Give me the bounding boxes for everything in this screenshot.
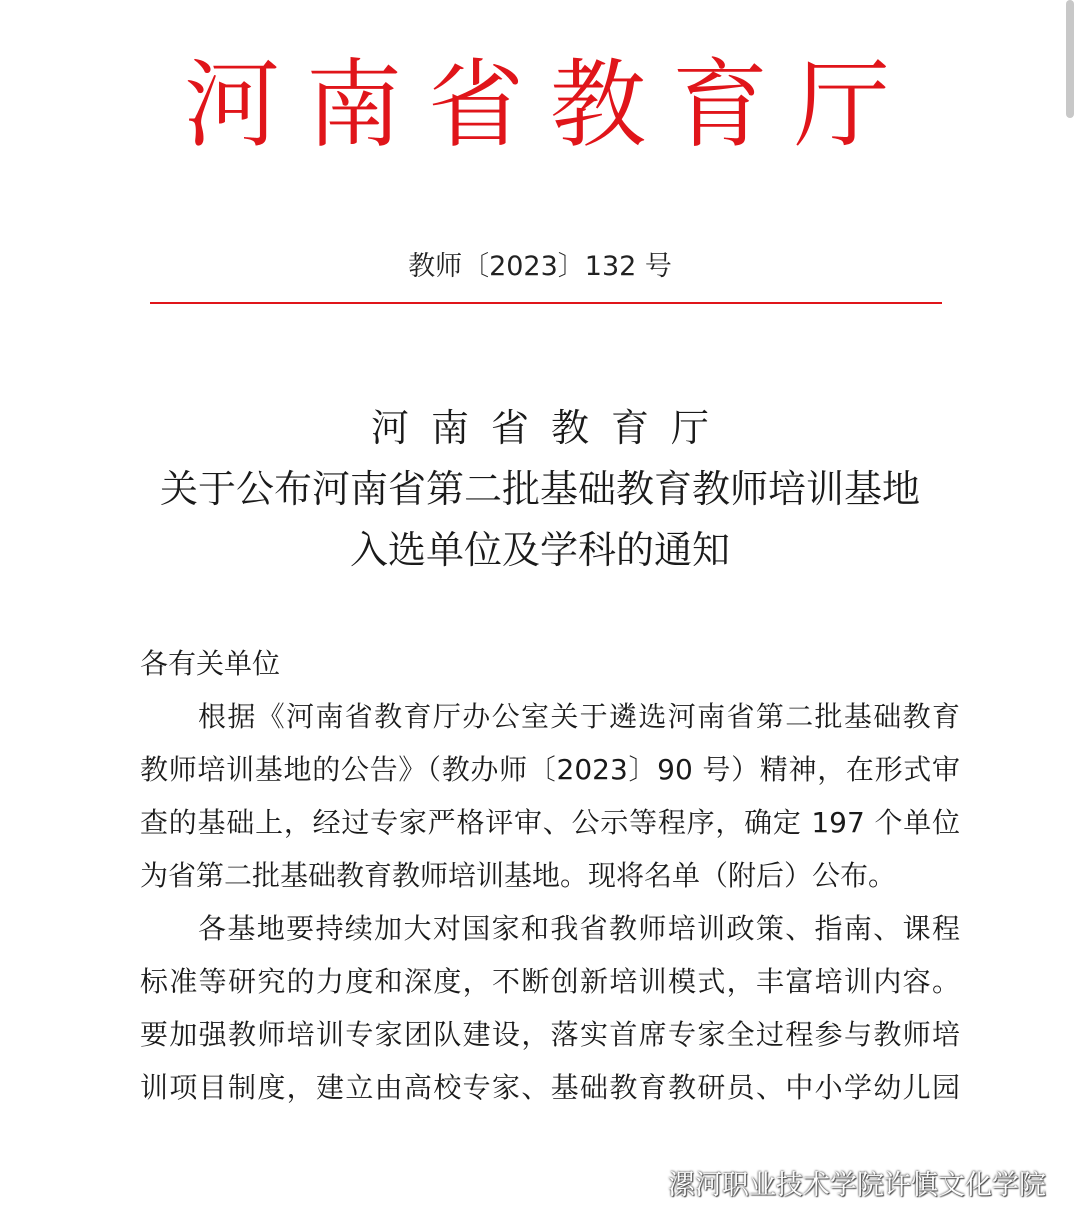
body-line: 教师培训基地的公告》（教办师〔2023〕90 号）精神，在形式审	[140, 753, 960, 786]
watermark-text: 漯河职业技术学院许慎文化学院	[668, 1169, 1046, 1201]
notice-title-line-2: 关于公布河南省第二批基础教育教师培训基地	[159, 467, 920, 511]
masthead-title: 河南省教育厅	[184, 49, 916, 161]
wechat-icon	[618, 1164, 660, 1200]
body-line: 为省第二批基础教育教师培训基地。现将名单（附后）公布。	[140, 859, 897, 892]
body-line: 标准等研究的力度和深度，不断创新培训模式，丰富培训内容。	[140, 965, 960, 998]
notice-title-line-1: 河南省教育厅	[370, 406, 731, 450]
watermark	[618, 1160, 1046, 1204]
body-line: 根据《河南省教育厅办公室关于遴选河南省第二批基础教育	[198, 700, 960, 733]
body-line: 要加强教师培训专家团队建设，落实首席专家全过程参与教师培	[140, 1018, 960, 1051]
body-line: 查的基础上，经过专家严格评审、公示等程序，确定 197 个单位	[140, 806, 960, 839]
body-line: 训项目制度，建立由高校专家、基础教育教研员、中小学幼儿园	[140, 1071, 960, 1104]
red-divider-line	[150, 302, 942, 304]
document-number: 教师〔2023〕132 号	[408, 251, 672, 282]
notice-title-line-3: 入选单位及学科的通知	[349, 528, 730, 572]
body-line: 各基地要持续加大对国家和我省教师培训政策、指南、课程	[198, 912, 960, 945]
salutation: 各有关单位	[140, 647, 281, 680]
